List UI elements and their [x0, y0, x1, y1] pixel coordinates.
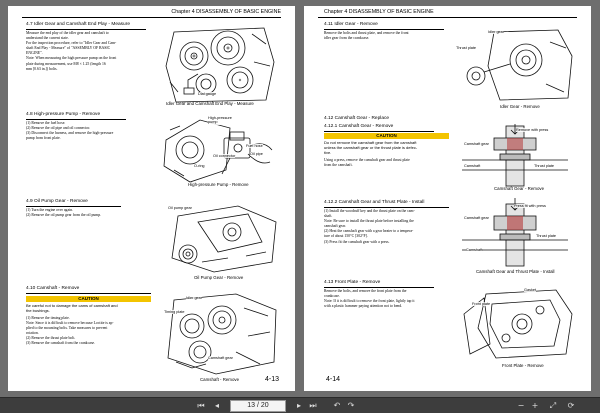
label-camshaft: Camshaft [466, 248, 483, 252]
next-page-icon[interactable]: ▸ [296, 401, 301, 410]
section-body-4-9: (1) Turn the engine over again. (2) Remove the oil pump gear from the oil pump. [26, 208, 102, 218]
label-high-pressure-pump: High-pressure pump [208, 116, 232, 125]
section-body-4-12-1: Using a press, remove the camshaft gear and thrust plate from the camshaft. [324, 158, 410, 168]
page-number: 4-14 [326, 376, 341, 383]
section-body-4-10: (1) Remove the timing plate. Note: Since it is difficult to remove because Loctite is ap- plied to the mounting bolts. Take measures to prevent rotation. (2) Remove the thrust plate bolt. (3) Remove the camshaft from the crankcase. [26, 316, 114, 346]
title-rule [324, 287, 434, 288]
figure-oil-pump-gear [158, 202, 282, 274]
viewer-toolbar [0, 397, 600, 413]
label-oil-connector: Oil connector [213, 154, 236, 158]
label-remove-with-press: Remove with press [516, 128, 549, 132]
label-thrust-plate: Thrust plate [456, 46, 477, 50]
figure-caption: Camshaft - Remove [200, 377, 240, 382]
label-camshaft: Camshaft [464, 164, 481, 168]
label-thrust-plate: Thrust plate [534, 164, 555, 168]
label-timing-plate: Timing plate [164, 310, 185, 314]
figure-front-plate-remove [456, 284, 576, 362]
title-rule [324, 131, 434, 132]
caution-banner: CAUTION [324, 133, 449, 139]
redo-icon[interactable]: ↷ [347, 401, 355, 410]
label-thrust-plate: Thrust plate [536, 234, 557, 238]
prev-page-icon[interactable]: ◂ [214, 401, 219, 410]
section-body-4-13: Remove the bolts, and remove the front plate from the crankcase. Note: If it is difficult to remove the front plate, lightly tap it with a plastic hammer paying attention not to bend. [324, 289, 415, 309]
fit-icon[interactable]: ⤢ [549, 401, 557, 410]
section-body-4-11: Remove the bolts and thrust plate, and remove the front idler gear from the crankcase. [324, 31, 409, 41]
page-header: Chapter 4 DISASSEMBLY OF BASIC ENGINE [324, 9, 434, 15]
label-o-ring: O-ring [194, 164, 205, 168]
section-body-4-8: (1) Remove the fuel hose. (2) Remove the oil pipe and oil connector. (3) Disconnect the harness, and remove the high-pressure pump from front plate. [26, 121, 114, 141]
title-rule [324, 207, 449, 208]
subsection-title-4-12-2: 4.12.2 Camshaft Gear and Thrust Plate - Install [324, 200, 425, 205]
label-camshaft-gear: Camshaft gear [208, 356, 233, 360]
figure-camshaft-gear-install [454, 198, 576, 270]
header-rule [22, 17, 281, 18]
label-camshaft-gear: Camshaft gear [464, 216, 489, 220]
header-rule [318, 17, 577, 18]
figure-caption: Oil Pump Gear - Remove [194, 275, 244, 280]
section-title-4-9: 4.9 Oil Pump Gear - Remove [26, 199, 88, 204]
caution-text: Be careful not to damage the cams of camshaft and the bushings. [26, 303, 118, 314]
label-camshaft-gear: Camshaft gear [464, 142, 489, 146]
caution-text: Do not remove the camshaft gear from the camshaft unless the camshaft gear or the thrust plate is defec- tive. [324, 140, 418, 156]
zoom-in-icon[interactable]: + [531, 401, 539, 410]
figure-caption: Front Plate - Remove [502, 363, 544, 368]
figure-idler-gear-remove [454, 26, 576, 104]
label-dial-gauge: Dial gauge [198, 92, 217, 96]
figure-caption: High-pressure Pump - Remove [188, 182, 249, 187]
subsection-title-4-12-1: 4.12.1 Camshaft Gear - Remove [324, 124, 394, 129]
figure-camshaft-remove [156, 292, 282, 378]
section-title-4-12: 4.12 Camshaft Gear - Replace [324, 116, 390, 121]
left-page [8, 6, 295, 391]
figure-caption: Camshaft Gear and Thrust Plate - Install [476, 269, 555, 274]
page-header: Chapter 4 DISASSEMBLY OF BASIC ENGINE [171, 9, 281, 15]
section-title-4-8: 4.8 High-pressure Pump - Remove [26, 112, 101, 117]
section-title-4-13: 4.13 Front Plate - Remove [324, 280, 381, 285]
label-front-plate: Front plate [472, 302, 491, 306]
caution-banner: CAUTION [26, 296, 151, 302]
undo-icon[interactable]: ↶ [333, 401, 341, 410]
label-oil-pump-gear: Oil pump gear [168, 206, 192, 210]
title-rule [26, 119, 126, 120]
figure-idler-gear-end-play [154, 22, 282, 108]
title-rule [324, 29, 444, 30]
title-rule [26, 206, 121, 207]
label-idler-gear: Idler gear [186, 296, 203, 300]
page-number-input[interactable]: 13 / 20 [230, 400, 286, 412]
title-rule [26, 29, 146, 30]
section-body-4-12-2: (1) Install the woodruff key and the thrust plate on the cam- shaft. Note: Be sure to install the thrust plate before installing the camshaft gear. (2) Heat the camshaft gear with a gear heater to a tempera- ture of about 150°C [302°F]. (3) Press fit the camshaft gear with a press. [324, 209, 415, 244]
section-title-4-11: 4.11 Idler Gear - Remove [324, 22, 378, 27]
section-title-4-10: 4.10 Camshaft - Remove [26, 286, 80, 291]
rotate-icon[interactable]: ⟳ [567, 401, 575, 410]
first-page-icon[interactable]: ⏮ [197, 401, 205, 410]
label-idler-gear: Idler gear [488, 30, 505, 34]
last-page-icon[interactable]: ⏭ [309, 401, 317, 410]
figure-camshaft-gear-remove [454, 124, 576, 188]
title-rule [26, 293, 151, 294]
label-gasket: Gasket [524, 288, 537, 292]
figure-caption: Idler Gear - Remove [500, 104, 540, 109]
section-title-4-7: 4.7 Idler Gear and Camshaft End Play - Measure [26, 22, 130, 27]
figure-caption: Idler Gear and Camshaft End Play - Measure [166, 101, 254, 106]
right-page [304, 6, 591, 391]
label-fuel-hose: Fuel hose [246, 144, 263, 148]
section-body-4-7: Measure the end play of the idler gear and camshaft to understand the current state. For the inspection procedure, refer to "Idler Gear and Cam- shaft End Play - Measure" of "ASSEMBLY OF BASIC ENGINE". Note: When measuring the high pressure pump on the front plate during measurement, use M8 × 1.25 (length 16 mm [0.63 in.]) bolts. [26, 31, 117, 71]
zoom-out-icon[interactable]: − [517, 401, 525, 410]
label-oil-pipe: Oil pipe [250, 152, 263, 156]
figure-caption: Camshaft Gear - Remove [494, 186, 545, 191]
label-press-fit-with-press: Press fit with press [514, 204, 546, 208]
page-number: 4-13 [264, 376, 279, 383]
